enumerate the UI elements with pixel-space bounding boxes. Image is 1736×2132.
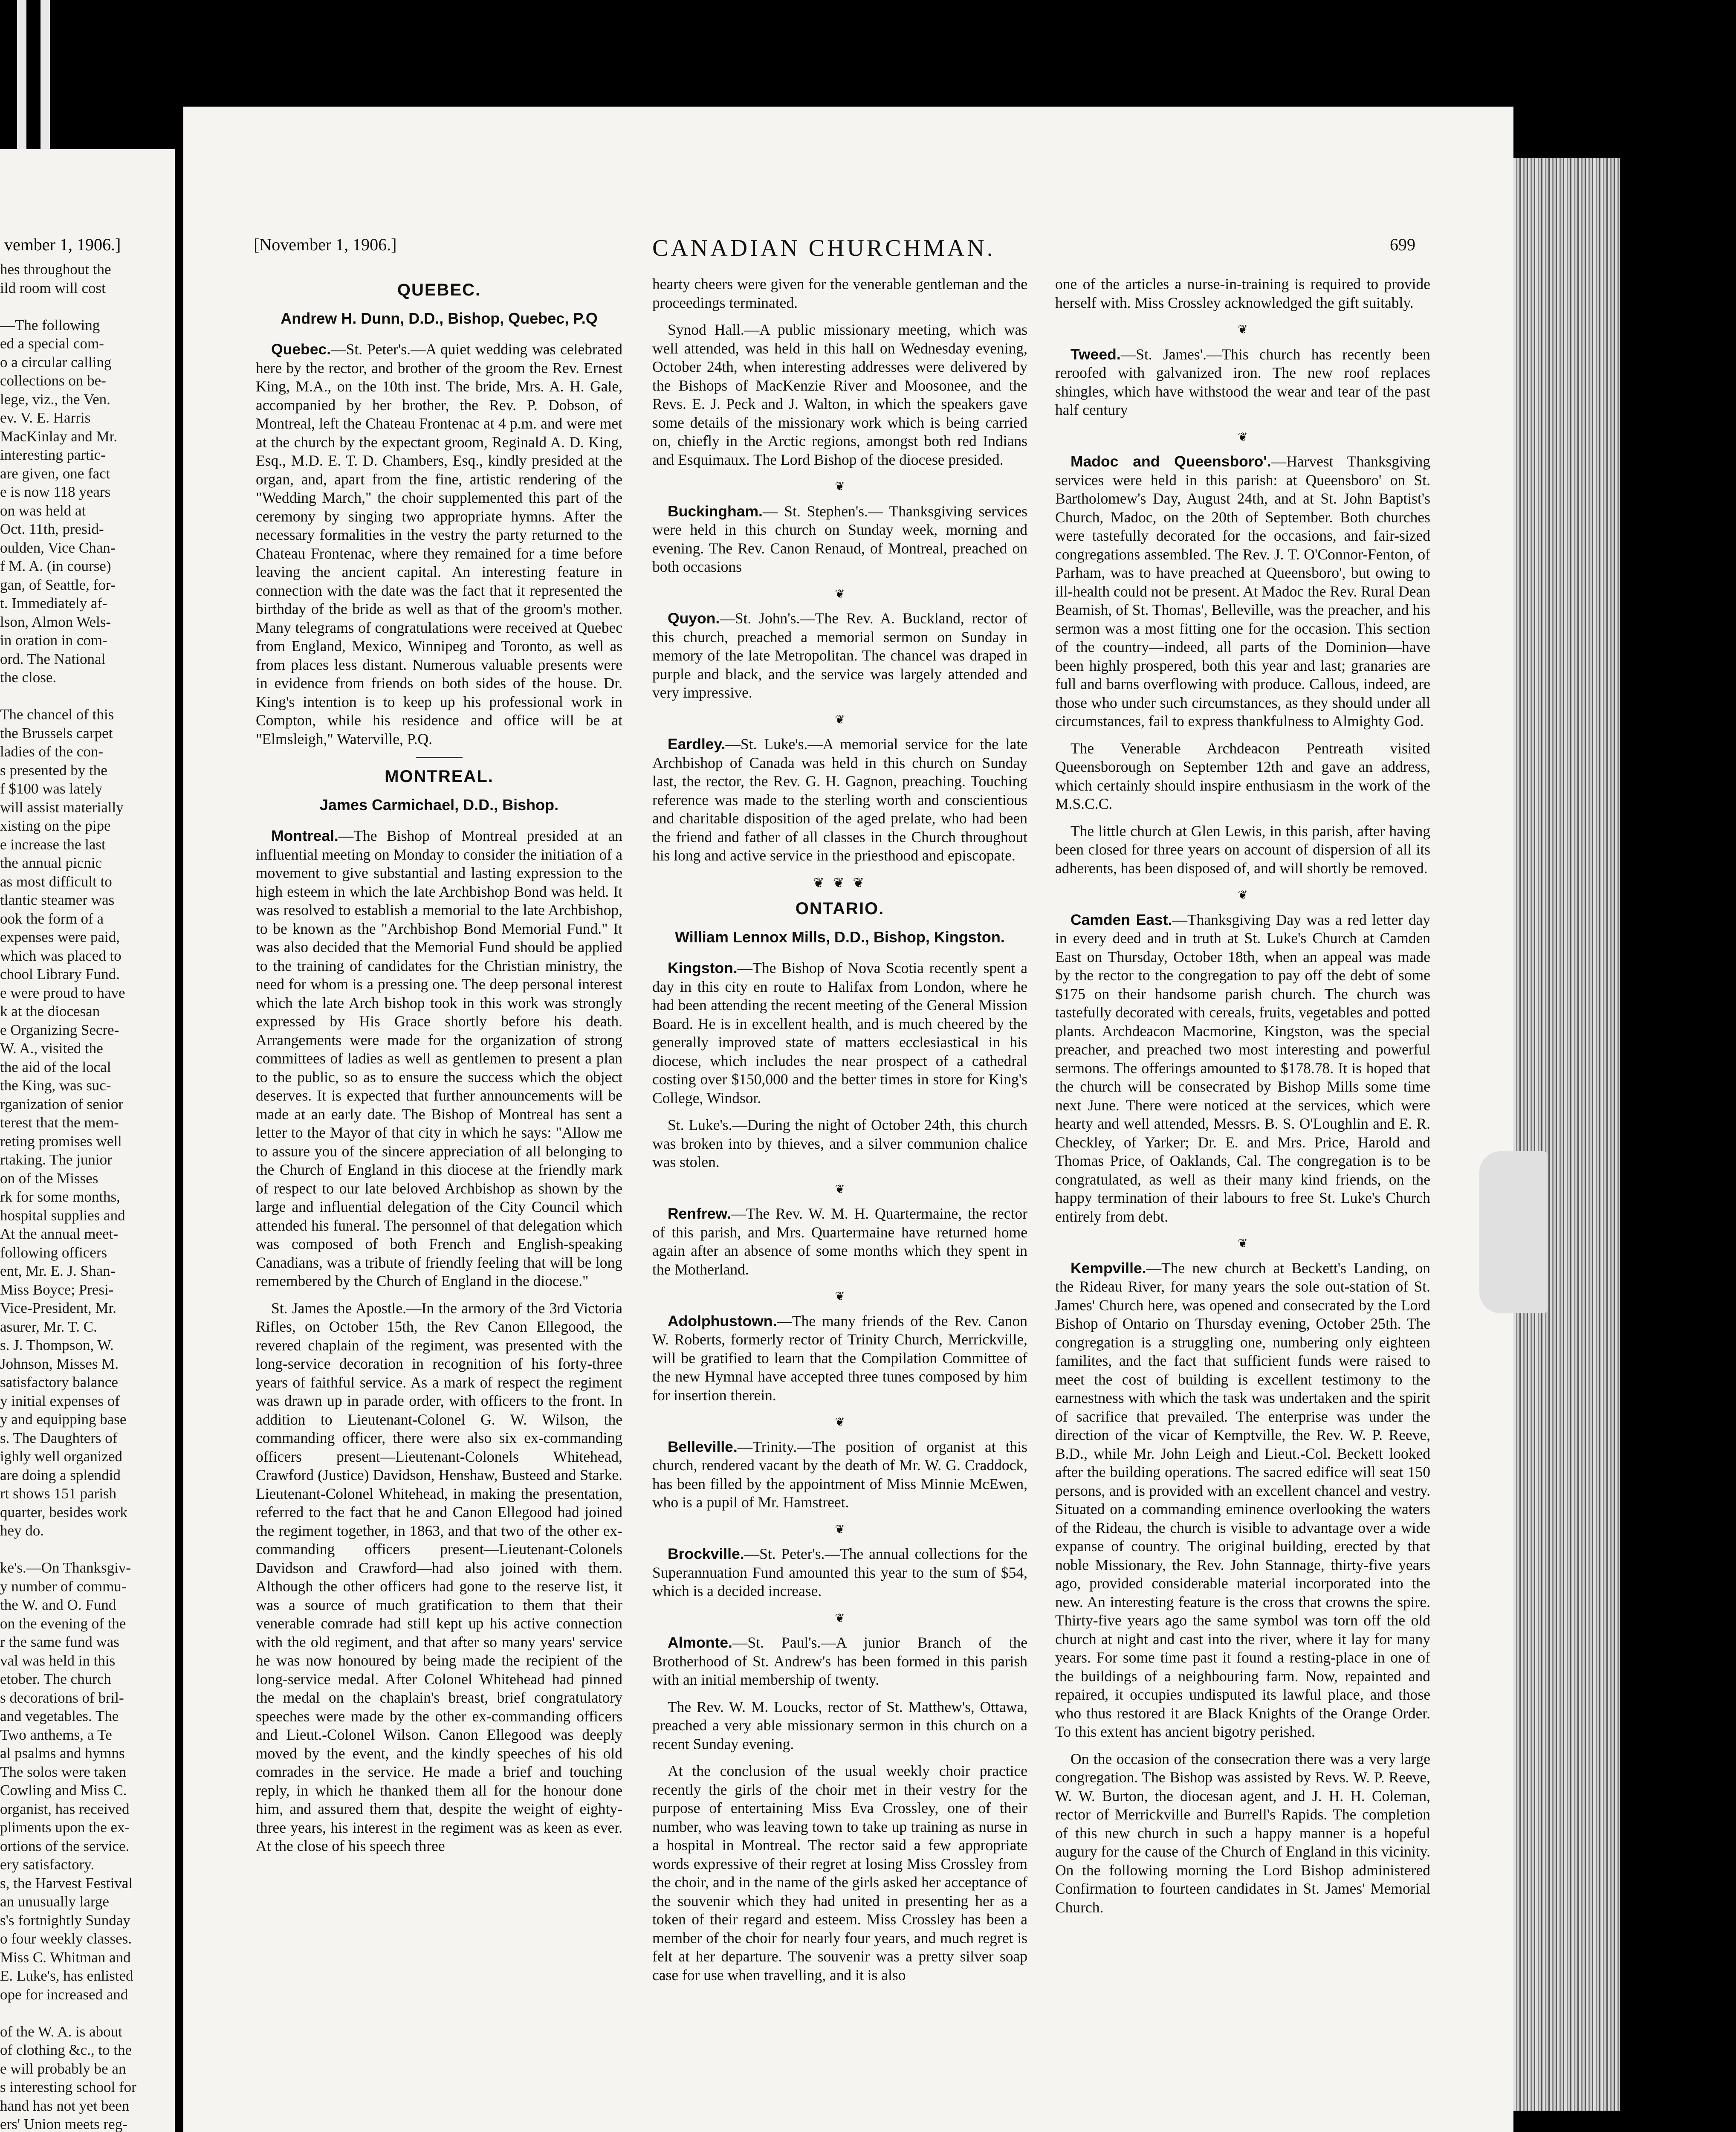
previous-page-line: s interesting school for (0, 2079, 136, 2095)
previous-page-line: Oct. 11th, presid- (0, 521, 104, 537)
paragraph-text: —Harvest Thanksgiving services were held in this parish: at Queensboro' on St. Bartholomew's Day, August 24th, and at St. John Baptist's Church, Madoc, on the 20th of September. Both churches were tastefully decorated for the occasions, and fair-sized congregations assembled. The Rev. J. T. O'Connor-Fenton, of Parham, was to have preached at Queensboro', but owing to ill-health could not be present. At Madoc the Rev. Rural Dean Beamish, of St. Thomas', Belleville, was the preacher, and his sermon was a most fitting one for the occasion. This section of the country—indeed, all parts of the Dominion—have been highly prospered, both this year and last; granaries are full and barns overflowing with produce. Callous, indeed, are those who under such circumstances, as they should under all circumstances, fail to express thankfulness to Almighty God. (1055, 453, 1430, 730)
previous-page-line: Vice-President, Mr. (0, 1300, 116, 1316)
previous-page-line: Miss C. Whitman and (0, 1949, 131, 1966)
previous-page-line: s decorations of bril- (0, 1689, 124, 1706)
page-date: [November 1, 1906.] (254, 235, 397, 254)
paragraph-text: —St. John's.—The Rev. A. Buckland, rector of this church, preached a memorial sermon on Sunday in memory of the late Metropolitan. The chancel was draped in purple and black, and the service was largely attended and very impressive. (652, 610, 1027, 701)
fleuron-ornament: ❦ (835, 480, 845, 493)
previous-page-line: W. A., visited the (0, 1040, 103, 1057)
paragraph-text: —St. James'.—This church has recently been reroofed with galvanized iron. The new roof replaces shingles, which have withstood the wear and tear of the past half century (1055, 345, 1430, 418)
article-paragraph (256, 827, 622, 1291)
previous-page-line: chool Library Fund. (0, 966, 120, 982)
place-name-lead: Brockville. (668, 1545, 744, 1562)
article-paragraph (652, 959, 1027, 1107)
previous-page-line: o a circular calling (0, 353, 112, 371)
previous-page-line: ke's.—On Thanksgiv- (0, 1559, 131, 1576)
fleuron-ornament: ❦ (1238, 323, 1248, 336)
previous-page-line: oulden, Vice Chan- (0, 539, 116, 556)
fleuron-ornament: ❦ (1238, 1237, 1248, 1250)
paragraph-text: Synod Hall.—A public missionary meeting, which was well attended, was held in this hall on Wednesday evening, October 24th, when interesting addresses were delivered by the Bishops of MacKenzie River and Moosonee, and the Revs. E. J. Peck and J. Walton, in which the speakers gave some details of the missionary work which is being carried on, chiefly in the Arctic regions, amongst both red Indians and Esquimaux. The Lord Bishop of the diocese presided. (652, 321, 1027, 468)
previous-page-line: y initial expenses of (0, 1392, 120, 1409)
previous-page-line: satisfactory balance (0, 1374, 118, 1390)
previous-page-line: Johnson, Misses M. (0, 1355, 119, 1372)
previous-page-line: quarter, besides work (0, 1503, 127, 1521)
fleuron-ornament: ❦ (835, 587, 845, 601)
place-name-lead: Tweed. (1071, 345, 1121, 363)
previous-page-line: an unusually large (0, 1893, 109, 1910)
previous-page-line: on the evening of the (0, 1615, 126, 1632)
fleuron-ornament: ❦ (835, 1182, 845, 1196)
previous-page-line: which was placed to (0, 947, 122, 964)
place-name-lead: Renfrew. (668, 1205, 731, 1222)
fleuron-ornament: ❦ (835, 1611, 845, 1625)
article-paragraph (652, 609, 1027, 702)
previous-page-line: ortions of the service. (0, 1837, 130, 1854)
article-paragraph (652, 1312, 1027, 1405)
paragraph-text: —Thanksgiving Day was a red letter day in every deed and in truth at St. Luke's Church at Camden East on Thursday, October 18th, when an appeal was made by the rector to the congregation to pay off the debt of some $175 on their handsome parish church. The church was tastefully decorated with cereals, fruits, vegetables and potted plants. Archdeacon Macmorine, Kingston, was the special preacher, and preached two most interesting and powerful sermons. The offerings amounted to $178.78. It is hoped that the church will be consecrated by Bishop Mills some time next June. There were noticed at the services, which were hearty and well attended, Messrs. B. S. O'Loughlin and E. R. Checkley, of Yarker; Dr. E. and Mrs. Price, Harold and Thomas Price, of Oaklands, Cal. The congregation is to be congratulated, as well as their many kind friends, on the happy termination of their labours to free St. Luke's Church entirely from debt. (1055, 911, 1430, 1225)
previous-page-line: hospital supplies and (0, 1207, 125, 1224)
article-paragraph (652, 1205, 1027, 1279)
bishop-byline: William Lennox Mills, D.D., Bishop, Kingston. (675, 928, 1005, 946)
section-heading: ONTARIO. (795, 899, 885, 918)
fleuron-ornament: ❦ (835, 1416, 845, 1429)
previous-page-line: e is now 118 years (0, 484, 111, 500)
triple-fleuron-divider: ❦ ❦ ❦ (813, 875, 867, 890)
article-paragraph (1055, 739, 1430, 814)
paragraph-text: At the conclusion of the usual weekly choir practice recently the girls of the choir met in their vestry for the purpose of entertaining Miss Eva Crossley, one of their number, who was leaving town to take up training as nurse in a hospital in Montreal. The rector said a few appropriate words expressive of their regret at losing Miss Crossley from the choir, and in the name of the girls asked her acceptance of the souvenir which they had united in presenting her as a token of their regard and esteem. Miss Crossley has been a member of the choir for nearly four years, and much regret is felt at her departure. The souvenir was a pretty silver soap case for use when travelling, and it is also (652, 1762, 1027, 1984)
previous-page-line: ord. The National (0, 650, 106, 667)
previous-page-line: Two anthems, a Te (0, 1726, 112, 1743)
place-name-lead: Belleville. (668, 1438, 738, 1455)
previous-page-line: rt shows 151 parish (0, 1485, 117, 1502)
paragraph-text: —The Bishop of Nova Scotia recently spent a day in this city en route to Halifax from London, where he had been attending the recent meeting of the General Mission Board. He is in excellent health, and is much cheered by the generally improved state of matters ecclesiastical in his diocese, which includes the near prospect of a cathedral costing over $150,000 and the better times in store for King's College, Windsor. (652, 959, 1027, 1107)
paragraph-text: —St. Luke's.—A memorial service for the late Archbishop of Canada was held in this church on Sunday last, the rector, the Rev. G. H. Gagnon, preaching. Touching reference was made to the sterling worth and conscientious and charitable disposition of the aged prelate, who had been the friend and father of all classes in the Church throughout his long and active service in the priesthood and episcopate. (652, 736, 1027, 864)
previous-page-line: At the annual meet- (0, 1225, 118, 1242)
previous-page-line: t. Immediately af- (0, 595, 107, 611)
previous-page-line: the King, was suc- (0, 1077, 111, 1094)
masthead-title: CANADIAN CHURCHMAN. (652, 235, 995, 261)
previous-page-line: organist, has received (0, 1800, 130, 1817)
paragraph-text: St. James the Apostle.—In the armory of the 3rd Victoria Rifles, on October 15th, the Rev Canon Ellegood, the revered chaplain of the regiment, was presented with the long-service decoration in recognition of his forty-three years of faithful service. As a mark of respect the regiment was drawn up in parade order, with officers to the front. In addition to Lieutenant-Colonel G. W. Wilson, the commanding officer, there were also six ex-commanding officers present—Lieutenant-Colonels Whitehead, Crawford (Justice) Davidson, Henshaw, Busteed and Starke. Lieutenant-Colonel Whitehead, in making the presentation, referred to the fact that he and Canon Ellegood had joined the regiment together, in 1863, and that two of the other ex-commanding officers present—Lieutenant-Colonels Davidson and Crawford—had also joined with them. Although the other officers had gone to the reserve list, it was a source of much gratification to them that their venerable comrade had still kept up his active connection with the old regiment, and that after so many years' service he was now honoured by being made the recipient of the long-service medal. After Colonel Whitehead had pinned the medal on the chaplain's breast, brief congratulatory speeches were made by the other ex-commanding officers and Lieut.-Colonel Wilson. Canon Ellegood was deeply moved by the event, and the kindly speeches of his old comrades in the service. He made a brief and touching reply, in which he thanked them all for the honour done him, and assured them that, despite the weight of eighty-three years, his interest in the regiment was as keen as ever. At the close of his speech three (256, 1299, 622, 1854)
previous-page-line: Miss Boyce; Presi- (0, 1281, 114, 1298)
previous-page-line: ev. V. E. Harris (0, 409, 91, 426)
previous-page-line: e Organizing Secre- (0, 1021, 119, 1038)
previous-page-line: s presented by the (0, 762, 107, 779)
place-name-lead: Adolphustown. (668, 1312, 777, 1330)
previous-page-line: E. Luke's, has enlisted (0, 1967, 133, 1984)
column-3 (1055, 275, 1430, 1925)
previous-page-line: MacKinlay and Mr. (0, 428, 118, 445)
previous-page-line: lson, Almon Wels- (0, 613, 111, 630)
bishop-byline: Andrew H. Dunn, D.D., Bishop, Quebec, P.Q (281, 309, 598, 327)
previous-page-line: Cowling and Miss C. (0, 1782, 127, 1799)
section-heading: MONTREAL. (385, 767, 494, 786)
previous-page-line: as most difficult to (0, 873, 112, 890)
previous-page-line: lege, viz., the Ven. (0, 391, 110, 408)
previous-page-line (0, 297, 171, 316)
previous-page-line: s, the Harvest Festival (0, 1874, 133, 1892)
previous-page-line: the Brussels carpet (0, 724, 113, 742)
paragraph-text: St. Luke's.—During the night of October 24th, this church was broken into by thieves, and a silver communion chalice was stolen. (652, 1116, 1027, 1170)
previous-page-line: the close. (0, 669, 57, 686)
previous-page-line: and vegetables. The (0, 1708, 119, 1724)
article-paragraph (1055, 1259, 1430, 1741)
previous-page-line: y and equipping base (0, 1411, 127, 1428)
previous-page-line: ook the form of a (0, 910, 104, 927)
section-heading: QUEBEC. (397, 281, 481, 299)
place-name-lead: Quebec. (271, 341, 331, 358)
previous-page-line: terest that the mem- (0, 1114, 119, 1131)
previous-page-line: the W. and O. Fund (0, 1596, 116, 1613)
previous-page-line: hey do. (0, 1522, 44, 1539)
previous-page-line (0, 2004, 171, 2022)
previous-page-line: ild room will cost (0, 279, 106, 296)
binding-clip (1479, 1151, 1548, 1313)
article-paragraph (652, 735, 1027, 865)
fleuron-ornament: ❦ (1238, 889, 1248, 902)
article-paragraph (652, 1438, 1027, 1512)
previous-page-line: are doing a splendid (0, 1466, 121, 1483)
section-divider (416, 757, 463, 758)
previous-page-line: xisting on the pipe (0, 817, 111, 834)
paragraph-text: one of the articles a nurse-in-training is required to provide herself with. Miss Crossley acknowledged the gift suitably. (1055, 275, 1430, 311)
previous-page-line: pliments upon the ex- (0, 1819, 130, 1836)
previous-page-line: ery satisfactory. (0, 1856, 95, 1873)
previous-page-line: the aid of the local (0, 1058, 111, 1075)
article-paragraph (652, 275, 1027, 312)
previous-page-line: on of the Misses (0, 1170, 98, 1187)
previous-page-line: val was held in this (0, 1652, 116, 1669)
paragraph-text: The Venerable Archdeacon Pentreath visited Queensborough on September 12th and gave an address, which certainly should inspire enthusiasm in the work of the M.S.C.C. (1055, 739, 1430, 812)
paragraph-text: The Rev. W. M. Loucks, rector of St. Matthew's, Ottawa, preached a very able missionary sermon in this church on a recent Sunday evening. (652, 1698, 1027, 1753)
paragraph-text: hearty cheers were given for the venerable gentleman and the proceedings terminated. (652, 275, 1027, 311)
paragraph-text: —The Bishop of Montreal presided at an influential meeting on Monday to consider the initiation of a movement to give substantial and lasting expression to the high esteem in which the late Archbishop Bond was held. It was resolved to establish a memorial to the late Archbishop, to be known as the "Archbishop Bond Memorial Fund." It was also decided that the Memorial Fund should be applied to the training of candidates for the Christian ministry, the need for whom is a pressing one. The deep personal interest which the late Arch bishop took in this work was strongly expressed by His Grace shortly before his death. Arrangements were made for the organization of strong committees of ladies as well as gentlemen to present a plan to the public, so as to ensure the success which the object deserves. It is expected that further announcements will be made at an early date. The Bishop of Montreal has sent a letter to the Mayor of that city in which he says: "Allow me to assure you of the sincere appreciation of all belonging to the Church of England in this diocese at the friendly mark of respect to our late beloved Archbishop as shown by the large and influential delegation of the City Council which attended his funeral. The personnel of that delegation which was composed of both French and English-speaking Canadians, was a tribute of friendly feeling that will be long remembered by the Church of England in the diocese." (256, 827, 622, 1289)
paragraph-text: —The many friends of the Rev. Canon W. Roberts, formerly rector of Trinity Church, Merrickville, will be gratified to learn that the Compilation Committee of the new Hymnal have accepted three tunes composed by him for insertion therein. (652, 1312, 1027, 1404)
previous-page-line: rk for some months, (0, 1188, 120, 1205)
paragraph-text: On the occasion of the consecration there was a very large congregation. The Bishop was assisted by Revs. W. P. Reeve, W. W. Burton, the diocesan agent, and J. H. H. Coleman, rector of Merrickville and Burrell's Rapids. The completion of this new church in such a happy manner is a hopeful augury for the cause of the Church of England in this vicinity. On the following morning the Lord Bishop administered Confirmation to fourteen candidates in St. James' Memorial Church. (1055, 1750, 1430, 1916)
previous-page-line: The solos were taken (0, 1763, 127, 1780)
bishop-byline: James Carmichael, D.D., Bishop. (319, 796, 559, 814)
previous-page-line (0, 687, 171, 706)
article-paragraph (1055, 1750, 1430, 1917)
previous-page-line: in oration in com- (0, 632, 107, 649)
previous-page-line: ladies of the con- (0, 743, 103, 760)
previous-page-line: s. J. Thompson, W. (0, 1337, 114, 1353)
previous-page-line: r the same fund was (0, 1634, 119, 1650)
previous-page-header: vember 1, 1906.] (4, 235, 121, 254)
previous-page-line: on was held at (0, 502, 86, 519)
previous-page-line: gan, of Seattle, for- (0, 576, 116, 593)
book-page-edges (1513, 158, 1620, 2111)
previous-page-line: tlantic steamer was (0, 892, 115, 908)
place-name-lead: Eardley. (668, 736, 726, 753)
previous-page (0, 149, 175, 2132)
paragraph-text: —St. Peter's.—A quiet wedding was celebrated here by the rector, and brother of the groom the Rev. Ernest King, M.A., on the 10th inst. The bride, Mrs. A. H. Gale, accompanied by her brother, the Rev. P. Dobson, of Montreal, left the Chateau Frontenac at 4 p.m. and were met at the church by the expectant groom, Reginald A. D. King, Esq., M.D. E. T. D. Chambers, Esq., kindly presided at the organ, and, apart from the fine, artistic rendering of the "Wedding March," the choir supplemented this part of the ceremony by singing two appropriate hymns. After the necessary formalities in the vestry the party returned to the Chateau Frontenac, where they remained for a time before leaving the ancient capital. An interesting feature in connection with the date was the fact that it represented the birthday of the bride as well as that of the groom's mother. Many telegrams of congratulations were received at Quebec from England, Mexico, Winnipeg and Toronto, as well as from places less distant. Numerous valuable presents were in evidence from friends on both sides of the house. Dr. King's intention is to keep up his professional work in Compton, while his residence and office will be at "Elmsleigh," Waterville, P.Q. (256, 341, 622, 747)
previous-page-line: hes throughout the (0, 261, 111, 278)
article-paragraph (1055, 452, 1430, 731)
paragraph-text: The little church at Glen Lewis, in this parish, after having been closed for three years on account of dispersion of all its adherents, has been disposed of, and will shortly be removed. (1055, 822, 1430, 877)
previous-page-line: of the W. A. is about (0, 2023, 122, 2040)
article-paragraph (1055, 345, 1430, 420)
previous-page-line: ent, Mr. E. J. Shan- (0, 1263, 116, 1279)
paragraph-text: —St. Peter's.—The annual collections for the Superannuation Fund amounted this year to the sum of $54, which is a decided increase. (652, 1545, 1027, 1599)
previous-page-line: —The following (0, 316, 100, 333)
previous-page-line: f M. A. (in course) (0, 558, 111, 574)
previous-page-line: ed a special com- (0, 335, 104, 352)
previous-page-line: ope for increased and (0, 1986, 128, 2003)
paragraph-text: —Trinity.—The position of organist at this church, rendered vacant by the death of Mr. W. G. Craddock, has been filled by the appointment of Miss Minnie McEwen, who is a pupil of Mr. Hamstreet. (652, 1438, 1027, 1511)
previous-page-line: the annual picnic (0, 855, 102, 871)
previous-page-line: k at the diocesan (0, 1003, 100, 1020)
place-name-lead: Quyon. (668, 610, 720, 627)
previous-page-line: interesting partic- (0, 446, 106, 463)
previous-page-line: hand has not yet been (0, 2097, 130, 2114)
article-paragraph (652, 1698, 1027, 1754)
previous-page-line: collections on be- (0, 372, 106, 389)
fleuron-ornament: ❦ (835, 1523, 845, 1536)
newspaper-page (183, 107, 1513, 2132)
previous-page-line: etober. The church (0, 1671, 111, 1687)
place-name-lead: Montreal. (271, 827, 339, 844)
paragraph-text: —The new church at Beckett's Landing, on the Rideau River, for many years the sole out-station of St. James' Church here, was opened and consecrated by the Lord Bishop of Ontario on Thursday evening, October 25th. The congregation is a struggling one, numbering only eighteen familites, and the fact that sufficient funds were raised to meet the cost of building is excellent testimony to the earnestness with which the task was undertaken and the spirit of sacrifice that prevailed. The enterprise was under the direction of the vicar of Kemptville, the Rev. W. P. Reeve, B.D., while Mr. John Leigh and Lieut.-Col. Beckett looked after the building operations. The sacred edifice will seat 150 persons, and is provided with an excellent chancel and vestry. Situated on a commanding eminence overlooking the waters of the Rideau, the church is visible to advantage over a wide expanse of country. The original building, erected by that noble Missionary, the Rev. John Stannage, thirty-five years ago, provided considerable material incorporated into the new. An interesting feature is the cross that crowns the spire. Thirty-five years ago the same symbol was torn off the old church at night and cast into the river, where it lay for many years. For some time past it found a resting-place in one of the buildings of a neighbouring farm. Now, repainted and repaired, it occupies undisputed its lawful place, and those who thus restored it are Black Knights of the Orange Order. To this extent has ancient bigotry perished. (1055, 1259, 1430, 1740)
previous-page-line: of clothing &c., to the (0, 2042, 132, 2058)
previous-page-line: The chancel of this (0, 706, 114, 723)
previous-page-line: ers' Union meets reg- (0, 2116, 127, 2132)
article-paragraph (256, 340, 622, 748)
previous-page-line: asurer, Mr. T. C. (0, 1318, 97, 1335)
previous-page-line: o four weekly classes. (0, 1930, 132, 1947)
previous-page-line (0, 1540, 171, 1559)
place-name-lead: Kingston. (668, 959, 738, 976)
previous-page-line: s. The Daughters of (0, 1429, 118, 1446)
fleuron-ornament: ❦ (835, 1290, 845, 1303)
place-name-lead: Buckingham. (668, 502, 763, 520)
paragraph-text: — St. Stephen's.— Thanksgiving services were held in this church on Sunday week, morning and evening. The Rev. Canon Renaud, of Montreal, preached on both occasions (652, 502, 1027, 575)
previous-page-column (0, 260, 171, 2132)
article-paragraph (652, 1762, 1027, 1984)
column-2 (652, 275, 1027, 1993)
article-paragraph (1055, 822, 1430, 878)
paragraph-text: —The Rev. W. M. H. Quartermaine, the rector of this parish, and Mrs. Quartermaine have returned home again after an absence of some months which they spent in the Motherland. (652, 1205, 1027, 1278)
previous-page-line: will assist materially (0, 799, 124, 816)
previous-page-line: rtaking. The junior (0, 1151, 112, 1168)
place-name-lead: Kempville. (1071, 1259, 1146, 1277)
previous-page-line: are given, one fact (0, 465, 110, 482)
previous-page-line: al psalms and hymns (0, 1745, 125, 1761)
previous-page-line: e will probably be an (0, 2060, 126, 2077)
previous-page-line: s's fortnightly Sunday (0, 1912, 130, 1929)
fleuron-ornament: ❦ (1238, 430, 1248, 444)
page-number: 699 (1390, 235, 1415, 254)
place-name-lead: Madoc and Queensboro'. (1071, 453, 1271, 470)
article-paragraph (1055, 911, 1430, 1226)
article-paragraph (256, 1299, 622, 1856)
paragraph-text: —St. Paul's.—A junior Branch of the Brotherhood of St. Andrew's has been formed in this parish with an initial membership of twenty. (652, 1634, 1027, 1688)
previous-page-line: e increase the last (0, 836, 106, 853)
previous-page-line: f $100 was lately (0, 780, 103, 797)
article-paragraph (1055, 275, 1430, 312)
previous-page-line: y number of commu- (0, 1578, 127, 1595)
previous-page-line: reting promises well (0, 1133, 122, 1150)
previous-page-line: rganization of senior (0, 1095, 123, 1112)
previous-page-line: ighly well organized (0, 1448, 123, 1465)
article-paragraph (652, 1634, 1027, 1689)
previous-page-line: e were proud to have (0, 984, 125, 1001)
column-1 (256, 275, 622, 1864)
article-paragraph (652, 321, 1027, 469)
article-paragraph (652, 1116, 1027, 1172)
fleuron-ornament: ❦ (835, 713, 845, 727)
previous-page-line: expenses were paid, (0, 929, 120, 945)
place-name-lead: Almonte. (668, 1634, 732, 1651)
place-name-lead: Camden East. (1071, 911, 1172, 928)
article-paragraph (652, 502, 1027, 576)
article-paragraph (652, 1545, 1027, 1601)
previous-page-line: following officers (0, 1244, 107, 1261)
